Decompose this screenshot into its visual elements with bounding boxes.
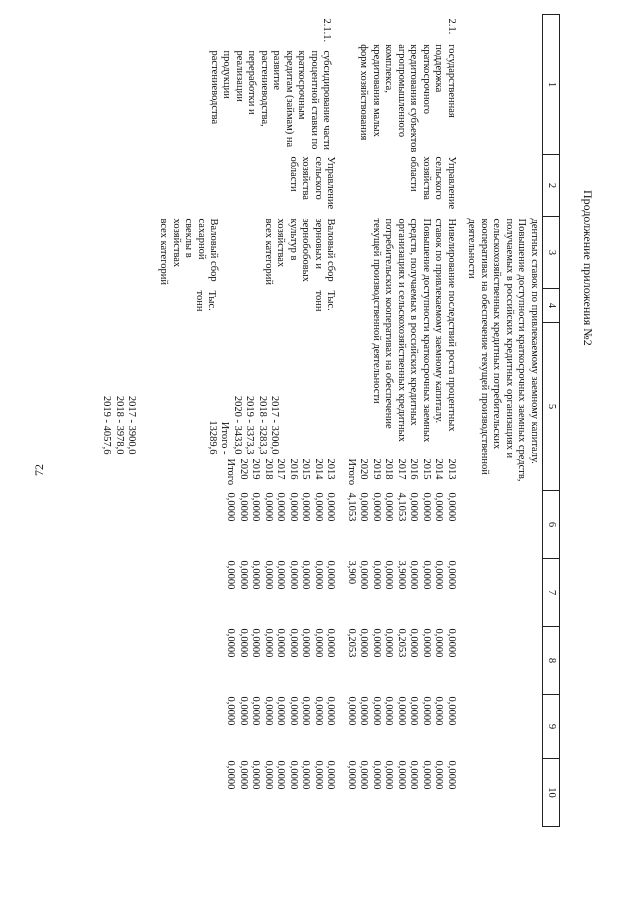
row-2-1-col11: 0,0000 0,0000 0,0000 0,0000 0,0000 0,0000 0,0000 0,0000 0,0000 — [346, 760, 457, 790]
program-table — [94, 14, 560, 827]
continued-goal-text: дентных ставок по привлекаемому заемному капиталу. Повышение доступности краткосрочных заемных средств, получаемых в российских кредитных организациях и сельскохозяйственных кредитных потребительских кооперативах на обеспечение текущей производственной деятельности — [466, 218, 540, 482]
row-2-1-1-years: 2013 2014 2015 2016 2017 2018 2019 2020 Итого — [225, 458, 337, 486]
table-row-2-1 — [339, 15, 460, 827]
table-sheet — [80, 6, 560, 846]
col-header-10: 10 — [543, 759, 560, 827]
column-header-row — [543, 15, 560, 827]
indicator-grain-unit: Тыс. тонн — [313, 290, 337, 312]
col-header-6: 6 — [543, 491, 560, 559]
row-2-1-col10: 0,0000 0,0000 0,0000 0,0000 0,0000 0,0000 0,0000 0,0000 0,0000 — [346, 696, 457, 726]
col-header-4: 4 — [543, 289, 560, 323]
row-2-1-1-col8: 0,0000 0,0000 0,0000 0,0000 0,0000 0,0000 0,0000 0,0000 0,0000 — [225, 560, 337, 590]
row-2-1-col9: 0,0000 0,0000 0,0000 0,0000 0,2053 0,0000 0,0000 0,0000 0,2053 — [346, 628, 457, 658]
row-2-1-1-title: субсидирование части процентной ставки по краткосрочным кредитам (займам) на развитие растениеводства, переработки и реализации продукции растениеводства — [209, 50, 333, 151]
table-row-2-1-1 — [94, 15, 339, 827]
indicator-grain-values: 2017 - 3200,0 2018 - 3283,3 2019 - 3373,3 2020 - 3433,0 Итого - 13289,6 — [207, 395, 281, 455]
row-2-1-1-executor: Управление сельского хозяйства области — [288, 156, 337, 210]
row-2-1-executor: Управление сельского хозяйства области — [408, 156, 457, 210]
col-header-8: 8 — [543, 627, 560, 695]
col-header-5: 5 — [543, 323, 560, 491]
indicator-beet-values: 2017 - 3900,0 2018 - 3978,0 2019 - 4057,6 — [101, 395, 138, 455]
row-2-1-years: 2013 2014 2015 2016 2017 2018 2019 2020 Итого — [346, 458, 457, 486]
col-header-7: 7 — [543, 559, 560, 627]
indicator-beet-unit: Тыс. тонн — [194, 290, 218, 312]
row-2-1-title-cell — [339, 15, 460, 155]
col-header-1: 1 — [543, 15, 560, 155]
row-2-1-1-col10: 0,0000 0,0000 0,0000 0,0000 0,0000 0,0000 0,0000 0,0000 0,0000 — [225, 696, 337, 726]
col-header-2: 2 — [543, 155, 560, 217]
page-number: 72 — [32, 464, 46, 476]
row-2-1-col8: 0,0000 0,0000 0,0000 0,0000 3,9000 0,0000 0,0000 0,0000 3,900 — [346, 560, 457, 590]
row-2-1-1-title-cell — [94, 15, 339, 155]
row-2-1-col7: 0,0000 0,0000 0,0000 0,0000 4,1053 0,0000 0,0000 0,0000 4,1053 — [346, 492, 457, 522]
row-2-1-1-number: 2.1.1. — [321, 18, 333, 43]
row-2-1-number: 2.1. — [446, 18, 457, 35]
indicator-grain-name: Валовый сбор зерновых и зернобобовых культур в хозяйствах всех категорий — [263, 218, 337, 285]
col-header-3: 3 — [543, 217, 560, 289]
appendix-label: Продолжение приложения №2 — [581, 190, 595, 346]
row-2-1-1-col7: 0,0000 0,0000 0,0000 0,0000 0,0000 0,0000 0,0000 0,0000 0,0000 — [225, 492, 337, 522]
row-2-1-title: государственная поддержка краткосрочного кредитования субъектов агропромышленного комплекса, кредитования малых форм хозяйствования — [358, 44, 457, 153]
row-2-1-1-col11: 0,0000 0,0000 0,0000 0,0000 0,0000 0,0000 0,0000 0,0000 0,0000 — [225, 760, 337, 790]
row-2-1-1-targets — [94, 323, 339, 457]
row-2-1-1-units — [94, 289, 339, 323]
table-row-continued — [459, 15, 543, 827]
row-2-1-1-indicator-names — [94, 217, 339, 289]
row-2-1-goal: Нивелирование последствий роста процентных ставок по привлекаемому заемному капиталу. Повышение доступности краткосрочных заемных средств, получаемых в российских кредитных организациях и сельскохозяйственных кредитных потребительских кооперативах на обеспечение текущей производственной деятельности — [371, 218, 457, 443]
row-2-1-1-col9: 0,0000 0,0000 0,0000 0,0000 0,0000 0,0000 0,0000 0,0000 0,0000 — [225, 628, 337, 658]
indicator-beet-name: Валовый сбор сахарной свеклы в хозяйствах всех категорий — [158, 218, 220, 285]
col-header-9: 9 — [543, 695, 560, 759]
